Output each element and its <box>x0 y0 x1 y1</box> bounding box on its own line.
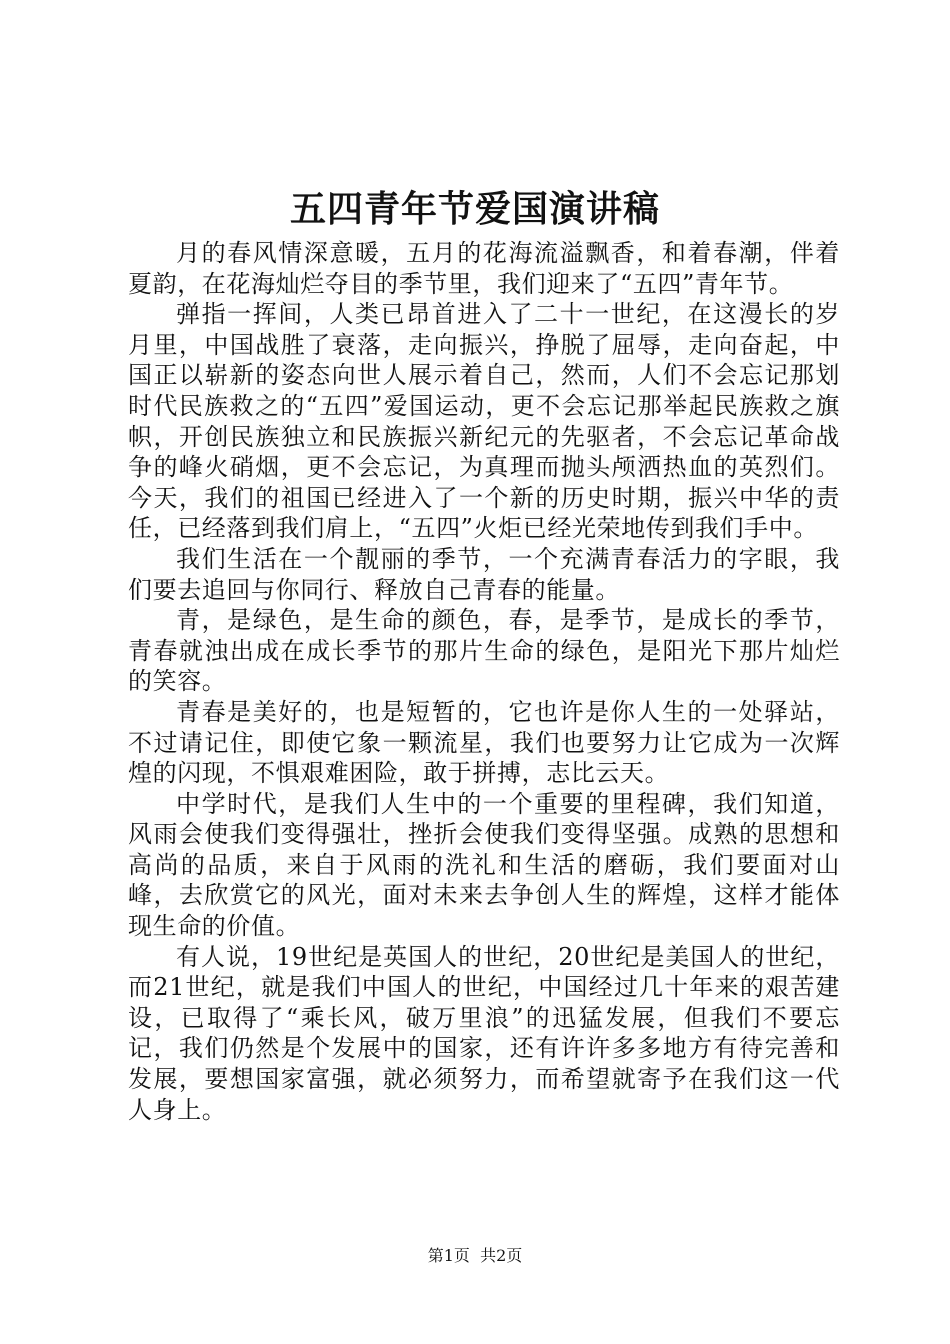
page-number-footer: 第1页 共2页 <box>427 1246 523 1265</box>
paragraph-6: 中学时代，是我们人生中的一个重要的里程碑，我们知道，风雨会使我们变得强壮，挫折会使我们变得坚强。成熟的思想和高尚的品质，来自于风雨的洗礼和生活的磨砺，我们要面对山峰，去欣赏它的风光，面对未来去争创人生的辉煌，这样才能体现生命的价值。 <box>128 789 840 941</box>
document-title: 五四青年节爱国演讲稿 <box>289 188 660 230</box>
paragraph-5: 青春是美好的，也是短暂的，它也许是你人生的一处驿站，不过请记住，即使它象一颗流星，我们也要努力让它成为一次辉煌的闪现，不惧艰难困险，敢于拼搏，志比云天。 <box>128 697 840 788</box>
document-body <box>128 238 840 1125</box>
paragraph-3: 我们生活在一个靓丽的季节，一个充满青春活力的字眼，我们要去追回与你同行、释放自己青春的能量。 <box>128 544 840 604</box>
paragraph-4: 青，是绿色，是生命的颜色，春，是季节，是成长的季节，青春就浊出成在成长季节的那片生命的绿色，是阳光下那片灿烂的笑容。 <box>128 606 840 696</box>
paragraph-7: 有人说，19世纪是英国人的世纪，20世纪是美国人的世纪，而21世纪，就是我们中国人的世纪，中国经过几十年来的艰苦建设，已取得了“乘长风，破万里浪”的迅猛发展，但我们不要忘记，我们仍然是个发展中的国家，还有许许多多地方有待完善和发展，要想国家富强，就必须努力，而希望就寄予在我们这一代人身上。 <box>128 942 840 1124</box>
paragraph-1: 月的春风情深意暖，五月的花海流溢飘香，和着春潮，伴着夏韵，在花海灿烂夺目的季节里，我们迎来了“五四”青年节。 <box>128 239 840 298</box>
paragraph-2: 弹指一挥间，人类已昂首进入了二十一世纪，在这漫长的岁月里，中国战胜了衰落，走向振兴，挣脱了屈辱，走向奋起，中国正以崭新的姿态向世人展示着自己，然而，人们不会忘记那划时代民族救之的“五四”爱国运动，更不会忘记那举起民族救之旗帜，开创民族独立和民族振兴新纪元的先驱者，不会忘记革命战争的峰火硝烟，更不会忘记，为真理而抛头颅洒热血的英烈们。今天，我们的祖国已经进入了一个新的历史时期，振兴中华的责任，已经落到我们肩上，“五四”火炬已经光荣地传到我们手中。 <box>128 300 840 543</box>
